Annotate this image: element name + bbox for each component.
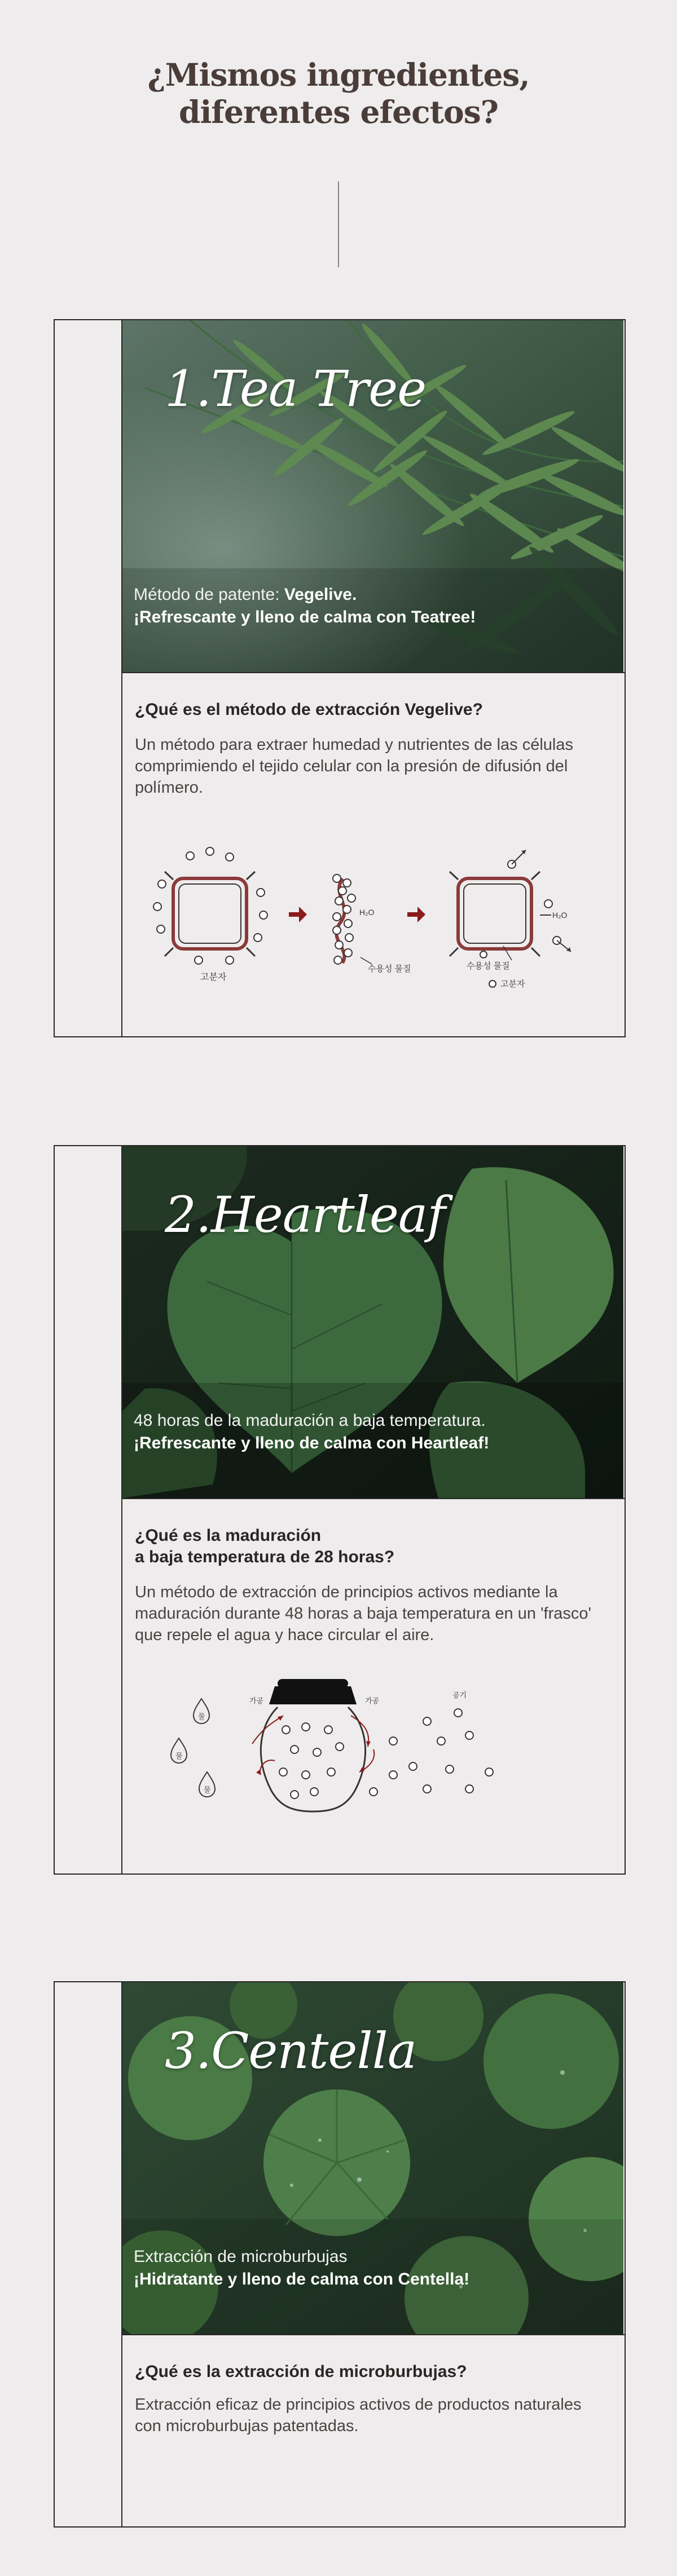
section-tea-tree	[54, 319, 626, 1037]
water-drop-icon	[171, 1738, 187, 1763]
photo-divider	[122, 1498, 625, 1499]
diagram-label-polymer: 고분자	[200, 973, 227, 982]
heartleaf-photo	[122, 1146, 625, 1498]
diagram-label-gap-left: 가공	[249, 1696, 264, 1705]
page-headline	[0, 56, 677, 131]
section-title: 2.Heartleaf	[165, 1186, 445, 1244]
cell-released-icon	[450, 872, 540, 956]
side-strip	[55, 1146, 122, 1874]
arrow-right-icon	[407, 907, 425, 922]
photo-divider	[122, 2334, 625, 2335]
diagram-label-water-soluble: 수용성 물질	[368, 964, 411, 974]
vegelive-extraction-diagram	[151, 845, 602, 991]
headline-line-1: ¿Mismos ingredientes,	[147, 56, 530, 93]
diagram-label-polymer-right: 고분자	[500, 979, 525, 989]
photo-divider	[122, 672, 625, 673]
diagram-label-water-1: 물	[198, 1712, 205, 1721]
section-description: Un método de extracción de principios activos mediante la maduración durante 48 horas a baja temperatura en un 'frasco' que repele el agua y hace circular el aire.	[135, 1583, 592, 1644]
section-title: 3.Centella	[165, 2022, 417, 2080]
side-strip	[55, 320, 122, 1036]
headline-line-2: diferentes efectos?	[179, 94, 498, 130]
section-subtitle-line-2: ¡Hidratante y lleno de calma con Centella!	[134, 2270, 470, 2288]
diagram-label-water: H₂O	[359, 908, 375, 917]
section-heartleaf	[54, 1145, 626, 1875]
diagram-label-water-2: 물	[175, 1752, 183, 1760]
water-drop-icon	[199, 1772, 215, 1797]
section-subtitle-line-2: ¡Refrescante y lleno de calma con Teatree!	[134, 608, 476, 626]
section-subtitle-line-1: Extracción de microburbujas	[134, 2247, 348, 2266]
section-question	[135, 1525, 394, 1568]
subtitle-bold: Vegelive.	[284, 585, 357, 604]
section-description: Extracción eficaz de principios activos de productos naturales con microburbujas patentadas.	[135, 2396, 582, 2435]
section-title: 1.Tea Tree	[165, 360, 427, 418]
tea-tree-photo	[122, 320, 625, 672]
side-strip	[55, 1982, 122, 2526]
cell-intact-icon	[165, 872, 255, 956]
arrow-right-icon	[289, 907, 307, 922]
diagram-label-gap-right: 가공	[365, 1696, 380, 1705]
diagram-label-air: 공기	[452, 1691, 467, 1699]
water-drop-icon	[194, 1699, 209, 1724]
question-line-2: a baja temperatura de 28 horas?	[135, 1548, 395, 1566]
divider-line	[338, 182, 339, 267]
centella-photo	[122, 1982, 625, 2334]
section-question: ¿Qué es la extracción de microburbujas?	[135, 2362, 467, 2381]
diagram-label-water-3: 물	[204, 1786, 211, 1794]
section-subtitle-line-1: 48 horas de la maduración a baja temperatura.	[134, 1411, 486, 1430]
section-subtitle-line-1	[134, 585, 357, 604]
diagram-label-water-right: H₂O	[552, 911, 568, 920]
cell-compressed-icon	[333, 874, 355, 964]
low-temperature-maturation-diagram	[162, 1676, 579, 1823]
section-subtitle-line-2: ¡Refrescante y lleno de calma con Heartleaf!	[134, 1434, 490, 1452]
section-description: Un método para extraer humedad y nutrientes de las células comprimiendo el tejido celular con la presión de difusión del polímero.	[135, 736, 573, 797]
section-centella	[54, 1981, 626, 2528]
subtitle-prefix: Método de patente:	[134, 585, 284, 604]
diagram-label-water-soluble-right: 수용성 물질	[467, 961, 510, 971]
section-question: ¿Qué es el método de extracción Vegelive?	[135, 700, 483, 719]
question-line-1: ¿Qué es la maduración	[135, 1526, 322, 1545]
jar-icon	[261, 1679, 365, 1811]
